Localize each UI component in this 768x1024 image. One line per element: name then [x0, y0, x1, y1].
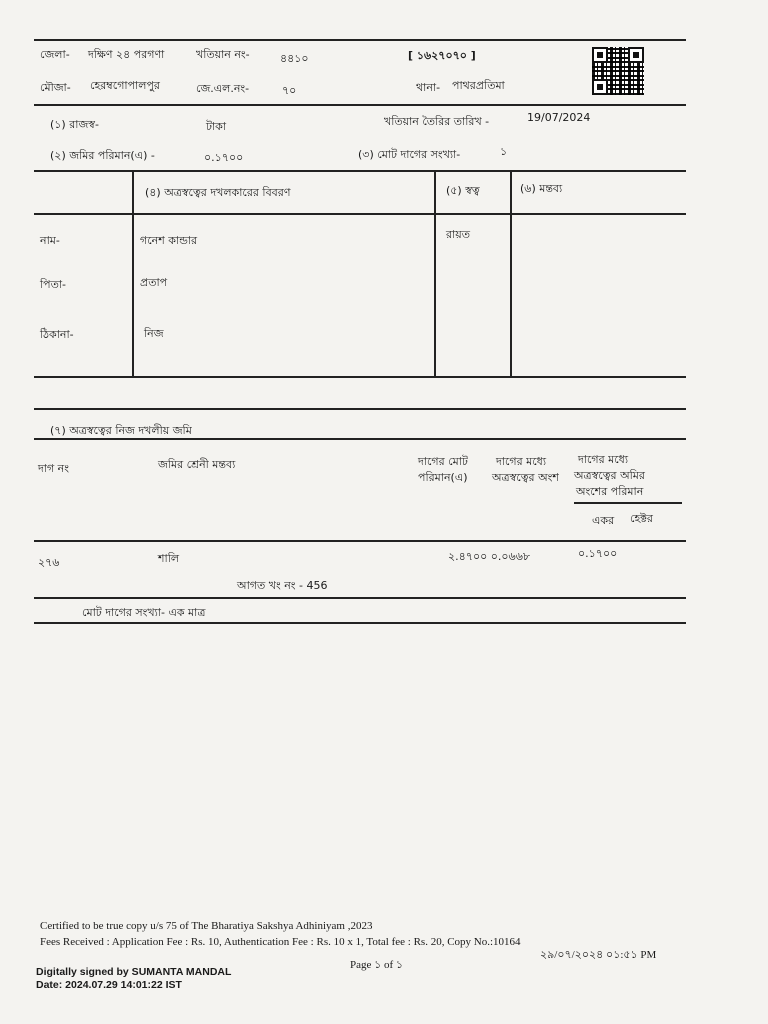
- record-id: [ ১৬২৭০৭০ ]: [408, 49, 476, 62]
- owner-details-header: (৪) অত্রস্বত্বের দখলকারের বিবরণ: [145, 186, 291, 199]
- district-value: দক্ষিণ ২৪ পরগণা: [88, 48, 165, 61]
- unit-hectare: হেক্টর: [630, 512, 653, 525]
- land-row-bottom-rule: [34, 597, 686, 599]
- unit-acre: একর: [592, 514, 615, 527]
- thana-label: থানা-: [416, 81, 441, 94]
- unit-row-rule: [574, 502, 682, 504]
- land-section-title: (৭) অত্রস্বত্বের নিজ দখলীয় জমি: [50, 424, 192, 437]
- right-value: রায়ত: [446, 228, 470, 241]
- thana-value: পাথরপ্রতিমা: [452, 79, 505, 92]
- digital-signature: Digitally signed by SUMANTA MANDAL: [36, 966, 232, 978]
- jl-value: ৭০: [282, 84, 297, 97]
- qr-code: [592, 47, 644, 95]
- area-value: ০.১৭০০: [204, 151, 244, 164]
- mouza-label: মৌজা-: [40, 81, 71, 94]
- page-number: Page ১ of ১: [350, 959, 404, 971]
- plot-no-header: দাগ নং: [38, 462, 69, 475]
- address-value: নিজ: [144, 327, 164, 340]
- area-label: (২) জমির পরিমান(এ) -: [50, 149, 155, 162]
- father-value: প্রতাপ: [140, 276, 168, 289]
- total-area-header-1: দাগের মোট: [418, 455, 468, 468]
- land-title-bottom-rule: [34, 438, 686, 440]
- fees-text: Fees Received : Application Fee : Rs. 10, Authentication Fee : Rs. 10 x 1, Total fee : Rs. 20, Copy No.:10164: [40, 936, 521, 948]
- khatian-label: খতিয়ান নং-: [196, 48, 250, 61]
- land-header-bottom-rule: [34, 540, 686, 542]
- plot-count-value: ১: [500, 145, 508, 158]
- header-bottom-rule: [34, 104, 686, 106]
- owner-table-bottom-rule: [34, 376, 686, 378]
- khatian-value: ৪৪১০: [280, 52, 309, 65]
- land-table-top-rule: [34, 408, 686, 410]
- creation-date-value: 19/07/2024: [527, 111, 591, 124]
- share-area-cell: ০.১৭০০: [578, 547, 618, 560]
- owner-col-divider-1: [132, 170, 134, 376]
- address-label: ঠিকানা-: [40, 328, 74, 341]
- revenue-unit: টাকা: [206, 120, 227, 133]
- district-label: জেলা-: [40, 48, 70, 61]
- print-timestamp: ২৯/০৭/২০২৪ ০১:৫১ PM: [540, 949, 657, 961]
- revenue-label: (১) রাজস্ব-: [50, 118, 99, 131]
- mouza-value: হেরম্বগোপালপুর: [90, 79, 160, 92]
- total-area-header-2: পরিমান(এ): [418, 471, 468, 484]
- total-plots: মোট দাগের সংখ্যা- এক মাত্র: [82, 606, 206, 619]
- signature-date: Date: 2024.07.29 14:01:22 IST: [36, 979, 182, 991]
- class-remarks-header: জমির শ্রেনী মন্তব্য: [158, 458, 236, 471]
- jl-label: জে.এল.নং-: [196, 82, 250, 95]
- header-top-rule: [34, 39, 686, 41]
- land-class-cell: শালি: [158, 552, 180, 565]
- certification-text: Certified to be true copy u/s 75 of The Bharatiya Sakshya Adhiniyam ,2023: [40, 920, 373, 932]
- owner-col-divider-3: [510, 170, 512, 376]
- share-header-2: অত্রস্বত্বের অংশ: [492, 471, 559, 484]
- owner-col-divider-2: [434, 170, 436, 376]
- share-area-header-3: অংশের পরিমান: [576, 485, 644, 498]
- right-header: (৫) স্বত্ব: [446, 184, 480, 197]
- name-label: নাম-: [40, 234, 60, 247]
- share-header-1: দাগের মধ্যে: [496, 455, 547, 468]
- previous-khatian: আগত খং নং - 456: [237, 579, 328, 592]
- total-area-share-cell: ২.৪৭০০ ০.০৬৬৮: [448, 550, 530, 563]
- creation-date-label: খতিয়ান তৈরির তারিখ -: [384, 115, 490, 128]
- remarks-header: (৬) মন্তব্য: [520, 182, 563, 195]
- father-label: পিতা-: [40, 278, 67, 291]
- plot-no-cell: ২৭৬: [38, 556, 60, 569]
- plot-count-label: (৩) মোট দাগের সংখ্যা-: [358, 148, 461, 161]
- name-value: গনেশ কান্ডার: [140, 234, 198, 247]
- land-table-bottom-rule: [34, 622, 686, 624]
- share-area-header-2: অত্রস্বত্বের অমির: [574, 469, 645, 482]
- share-area-header-1: দাগের মধ্যে: [578, 453, 629, 466]
